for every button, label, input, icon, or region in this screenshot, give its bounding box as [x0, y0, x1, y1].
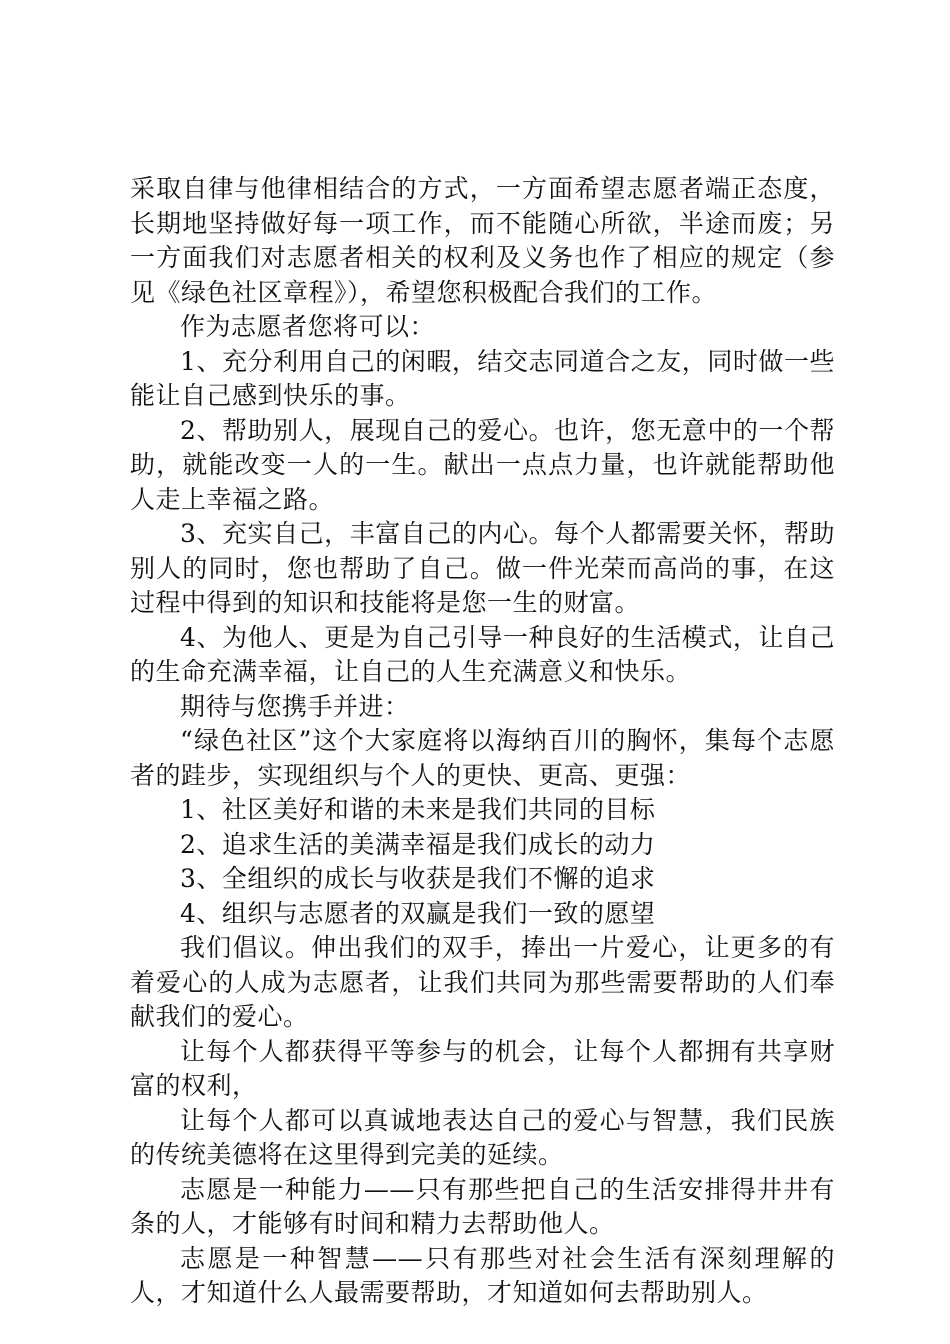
paragraph-sincere-expression: 让每个人都可以真诚地表达自己的爱心与智慧，我们民族的传统美德将在这里得到完美的延续。 [130, 1105, 835, 1169]
paragraph-benefit-4: 4、为他人、更是为自己引导一种良好的生活模式，让自己的生命充满幸福，让自己的人生充满意义和快乐。 [130, 622, 835, 686]
paragraph-goal-1: 1、社区美好和谐的未来是我们共同的目标 [180, 795, 656, 824]
paragraph-continuation: 采取自律与他律相结合的方式，一方面希望志愿者端正态度，长期地坚持做好每一项工作，而不能随心所欲，半途而废；另一方面我们对志愿者相关的权利及义务也作了相应的规定（参见《绿色社区章程》），希望您积极配合我们的工作。 [130, 174, 835, 307]
paragraph-goal-4: 4、组织与志愿者的双赢是我们一致的愿望 [180, 898, 656, 928]
paragraph-community-intro: “绿色社区”这个大家庭将以海纳百川的胸怀，集每个志愿者的跬步，实现组织与个人的更快、更高、更强： [130, 726, 835, 790]
paragraph-proposal: 我们倡议。伸出我们的双手，捧出一片爱心，让更多的有着爱心的人成为志愿者，让我们共同为那些需要帮助的人们奉献我们的爱心。 [130, 933, 835, 1031]
paragraph-heading-together: 期待与您携手并进： [180, 691, 410, 721]
paragraph-goal-2: 2、追求生活的美满幸福是我们成长的动力 [180, 829, 656, 859]
paragraph-benefit-3: 3、充实自己，丰富自己的内心。每个人都需要关怀，帮助别人的同时，您也帮助了自己。做一件光荣而高尚的事，在这过程中得到的知识和技能将是您一生的财富。 [130, 519, 835, 617]
paragraph-volunteer-wisdom: 志愿是一种智慧——只有那些对社会生活有深刻理解的人，才知道什么人最需要帮助，才知道如何去帮助别人。 [130, 1243, 835, 1307]
paragraph-volunteer-ability: 志愿是一种能力——只有那些把自己的生活安排得井井有条的人，才能够有时间和精力去帮助他人。 [130, 1174, 835, 1238]
paragraph-heading-benefits: 作为志愿者您将可以： [180, 312, 436, 341]
document-body [130, 172, 835, 1311]
paragraph-equal-participation: 让每个人都获得平等参与的机会，让每个人都拥有共享财富的权利， [130, 1036, 835, 1100]
paragraph-benefit-2: 2、帮助别人，展现自己的爱心。也许，您无意中的一个帮助，就能改变一人的一生。献出一点点力量，也许就能帮助他人走上幸福之路。 [130, 415, 835, 514]
paragraph-benefit-1: 1、充分利用自己的闲暇，结交志同道合之友，同时做一些能让自己感到快乐的事。 [130, 346, 835, 410]
paragraph-goal-3: 3、全组织的成长与收获是我们不懈的追求 [180, 864, 656, 893]
